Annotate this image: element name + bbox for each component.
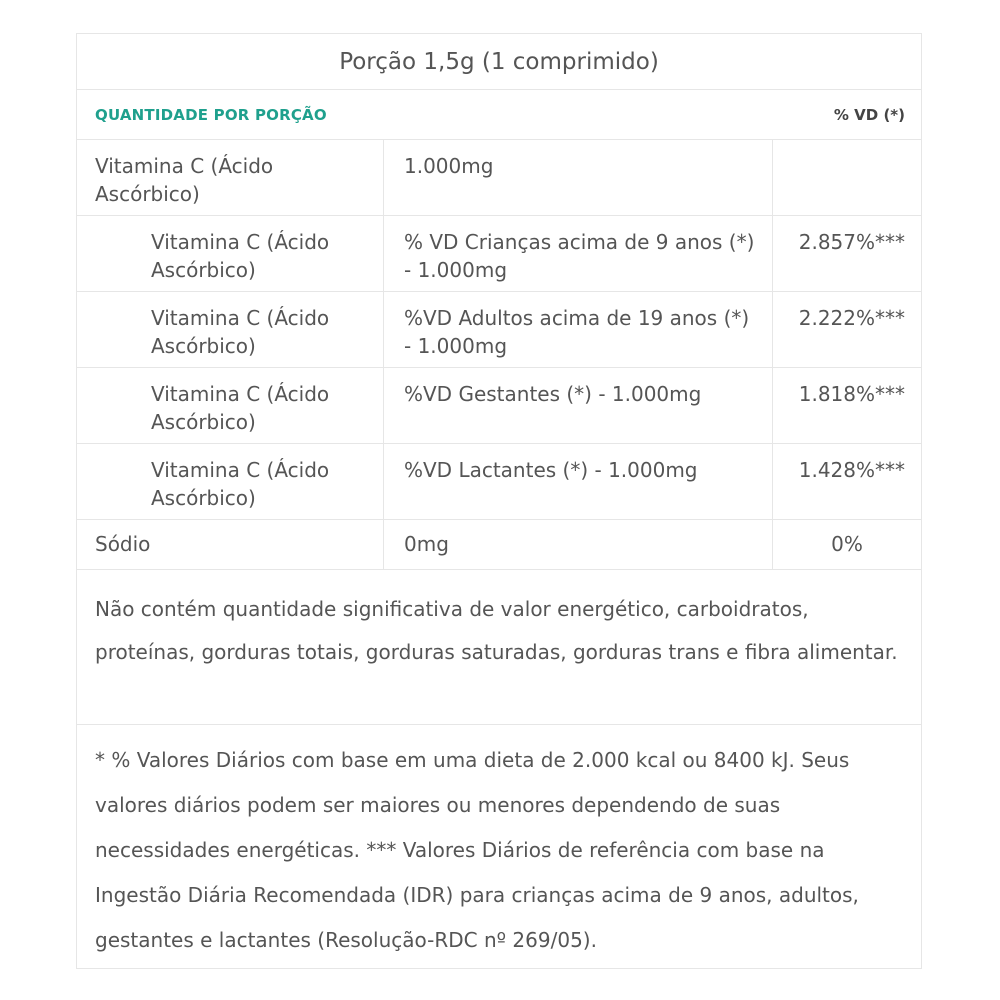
nutrient-name: Vitamina C (Ácido Ascórbico) (151, 306, 330, 358)
nutrient-amount: %VD Adultos acima de 19 anos (*) - 1.000mg (383, 292, 772, 367)
table-header (77, 90, 921, 140)
table-row-sodium (77, 520, 921, 570)
nutrient-amount: %VD Lactantes (*) - 1.000mg (383, 444, 772, 519)
table-row-vitamin-c-children (77, 216, 921, 292)
nutrient-amount: %VD Gestantes (*) - 1.000mg (383, 368, 772, 443)
nutrient-vd: 1.818%*** (772, 368, 921, 443)
nutrient-amount: 1.000mg (383, 140, 772, 215)
nutrient-vd (772, 140, 921, 215)
nutrition-table (76, 33, 922, 969)
nutrient-amount: % VD Crianças acima de 9 anos (*) - 1.000mg (383, 216, 772, 291)
table-row-vitamin-c-pregnant (77, 368, 921, 444)
nutrient-vd: 2.222%*** (772, 292, 921, 367)
table-row-vitamin-c (77, 140, 921, 216)
nutrient-vd: 0% (772, 520, 921, 569)
nutrient-amount: 0mg (383, 520, 772, 569)
nutrient-vd: 2.857%*** (772, 216, 921, 291)
nutrient-name: Sódio (95, 532, 151, 556)
nutrient-name: Vitamina C (Ácido Ascórbico) (95, 154, 274, 206)
nutrients-note: Não contém quantidade significativa de valor energético, carboidratos, proteínas, gorduras totais, gorduras saturadas, gorduras trans e fibra alimentar. (77, 570, 921, 725)
quantity-header: QUANTIDADE POR PORÇÃO (95, 105, 327, 124)
footnote: * % Valores Diários com base em uma dieta de 2.000 kcal ou 8400 kJ. Seus valores diários podem ser maiores ou menores dependendo de suas necessidades energéticas. *** Valores Diários de referência com base na Ingestão Diária Recomendada (IDR) para crianças acima de 9 anos, adultos, gestantes e lactantes (Resolução-RDC nº 269/05). (95, 748, 859, 952)
nutrient-name: Vitamina C (Ácido Ascórbico) (151, 382, 330, 434)
portion-title: Porção 1,5g (1 comprimido) (77, 34, 921, 90)
nutrient-name: Vitamina C (Ácido Ascórbico) (151, 230, 330, 282)
nutrient-name: Vitamina C (Ácido Ascórbico) (151, 458, 330, 510)
nutrient-vd: 1.428%*** (772, 444, 921, 519)
table-row-vitamin-c-adults (77, 292, 921, 368)
vd-header: % VD (*) (833, 105, 905, 124)
table-row-vitamin-c-lactating (77, 444, 921, 520)
